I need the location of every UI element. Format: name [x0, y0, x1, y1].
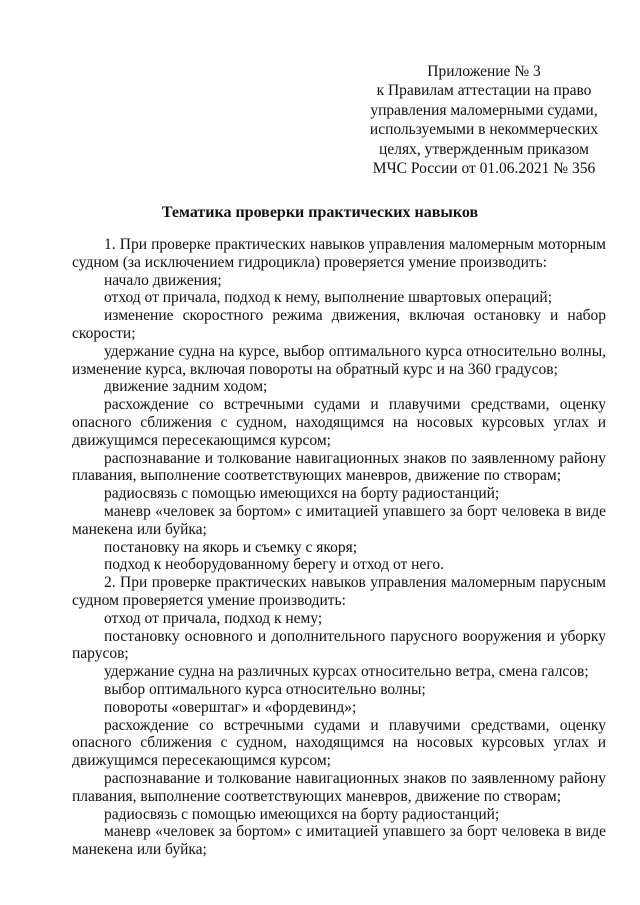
paragraph: удержание судна на курсе, выбор оптимального курса относительно волны, изменение курса, включая повороты на обратный курс и на 360 градусов; [72, 342, 606, 378]
paragraph: распознавание и толкование навигационных знаков по заявленному району плавания, выполнение соответствующих маневров, движение по створам; [72, 769, 606, 805]
appendix-line: МЧС России от 01.06.2021 № 356 [372, 160, 596, 178]
paragraph: отход от причала, подход к нему, выполнение швартовых операций; [104, 289, 553, 307]
paragraph: движение задним ходом; [104, 378, 268, 396]
document-body [72, 236, 606, 859]
paragraph: расхождение со встречными судами и плавучими средствами, оценку опасного сближения с судном, находящимся на носовых курсовых углах и движущимся пересекающимся курсом; [72, 716, 606, 770]
appendix-line: к Правилам аттестации на право [376, 82, 592, 100]
paragraph: изменение скоростного режима движения, включая остановку и набор скорости; [72, 307, 606, 342]
appendix-line: используемыми в некоммерческих [369, 121, 599, 139]
paragraph: удержание судна на различных курсах относительно ветра, смена галсов; [104, 663, 589, 681]
appendix-line: целях, утвержденным приказом [379, 140, 589, 158]
paragraph: отход от причала, подход к нему; [104, 609, 323, 627]
paragraph: повороты «оверштаг» и «фордевинд»; [104, 698, 357, 716]
paragraph: постановку на якорь и съемку с якоря; [104, 538, 358, 556]
paragraph: маневр «человек за бортом» с имитацией упавшего за борт человека в виде манекена или буйка; [72, 823, 606, 859]
paragraph: радиосвязь с помощью имеющихся на борту радиостанций; [104, 485, 500, 503]
paragraph: выбор оптимального курса относительно волны; [104, 680, 426, 698]
paragraph: 1. При проверке практических навыков управления маломерным моторным судном (за исключением гидроцикла) проверяется умение производить: [72, 236, 606, 271]
paragraph: расхождение со встречными судами и плавучими средствами, оценку опасного сближения с судном, находящимся на носовых курсовых углах и движущимся пересекающимся курсом; [72, 396, 606, 449]
paragraph: начало движения; [104, 271, 222, 289]
paragraph: маневр «человек за бортом» с имитацией упавшего за борт человека в виде манекена или буйка; [72, 502, 606, 538]
paragraph: 2. При проверке практических навыков управления маломерным парусным судном проверяется умение производить: [72, 574, 606, 609]
document-title: Тематика проверки практических навыков [161, 204, 479, 221]
paragraph: радиосвязь с помощью имеющихся на борту радиостанций; [104, 805, 500, 823]
paragraph: подход к необорудованному берегу и отход от него. [104, 556, 444, 574]
appendix-line: Приложение № 3 [427, 63, 541, 80]
paragraph: постановку основного и дополнительного парусного вооружения и уборку парусов; [72, 627, 606, 663]
appendix-line: управления маломерными судами, [370, 101, 598, 119]
paragraph: распознавание и толкование навигационных знаков по заявленному району плавания, выполнение соответствующих маневров, движение по створам; [72, 449, 606, 485]
appendix-header [340, 62, 628, 178]
